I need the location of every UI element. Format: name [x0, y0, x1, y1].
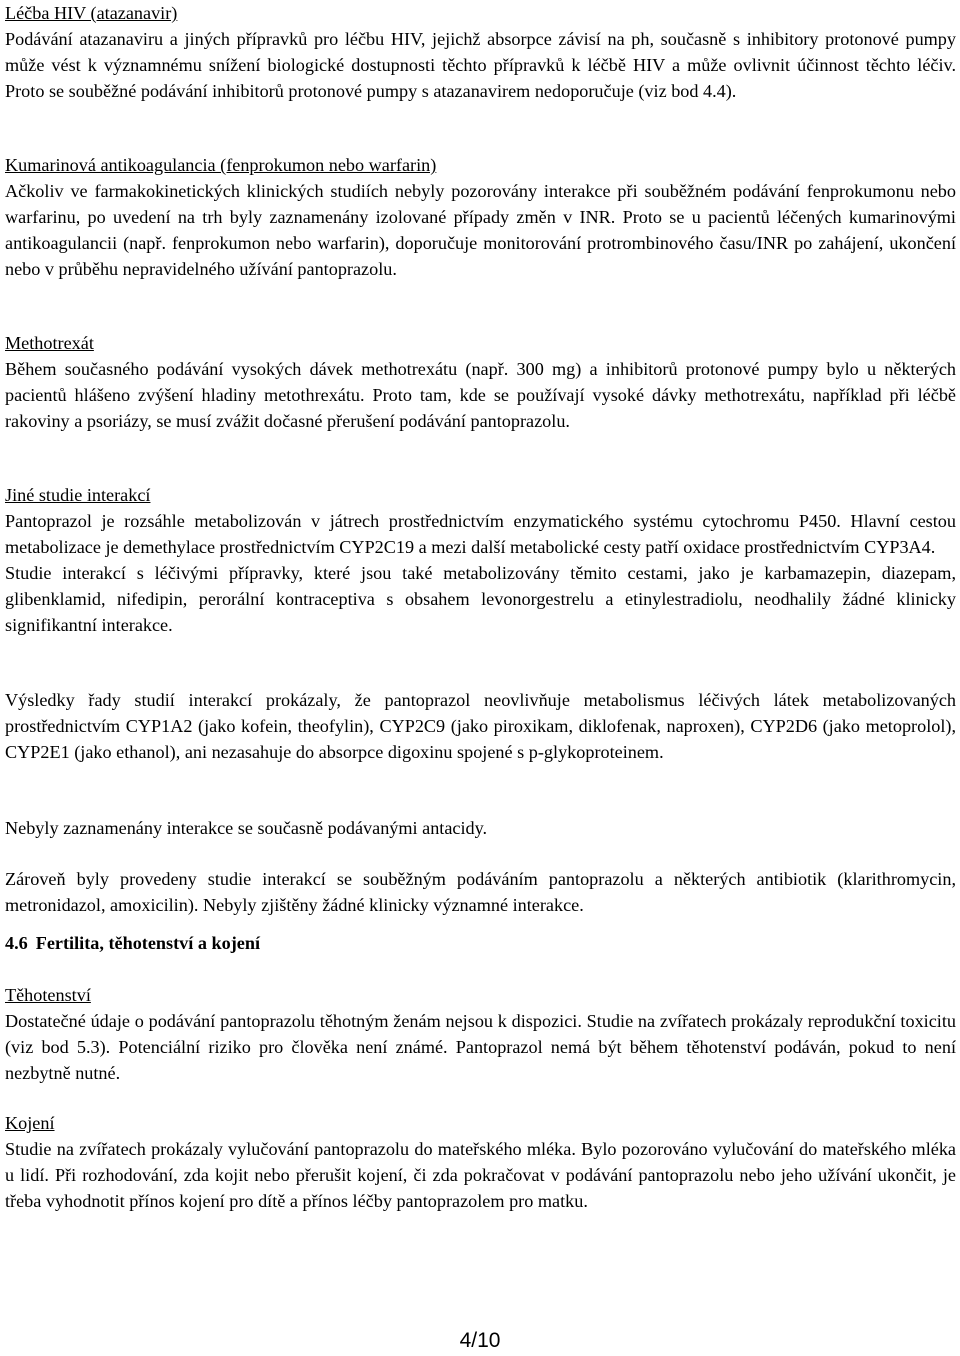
- paragraph-hiv: Podávání atazanaviru a jiných přípravků pro léčbu HIV, jejichž absorpce závisí na ph, současně s inhibitory protonové pumpy může vést k významnému snížení biologické dostupnosti těchto přípravků k léčbě HIV a může ovlivnit účinnost těchto léčiv. Proto se souběžné podávání inhibitorů protonové pumpy s atazanavirem nedoporučuje (viz bod 4.4).: [5, 29, 956, 101]
- paragraph-kojeni: Studie na zvířatech prokázaly vylučování pantoprazolu do mateřského mléka. Bylo pozorováno vylučování do mateřského mléka u lidí. Při rozhodování, zda kojit nebo přerušit kojení, či zda pokračovat v podávání pantoprazolu nebo jeho užívání ukončit, je třeba vyhodnotit přínos kojení pro dítě a přínos léčby pantoprazolem pro matku.: [5, 1139, 956, 1211]
- paragraph-jine-studie-1: Pantoprazol je rozsáhle metabolizován v játrech prostřednictvím enzymatického systému cytochromu P450. Hlavní cestou metabolizace je demethylace prostřednictvím CYP2C19 a mezi další metabolické cesty patří oxidace prostřednictvím CYP3A4.: [5, 511, 956, 557]
- section-methotrexat: [5, 330, 956, 434]
- paragraph-vysledky: Výsledky řady studií interakcí prokázaly, že pantoprazol neovlivňuje metabolismus léčivých látek metabolizovaných prostřednictvím CYP1A2 (jako kofein, theofylin), CYP2C9 (jako piroxikam, diklofenak, naproxen), CYP2D6 (jako metoprolol), CYP2E1 (jako ethanol), ani nezasahuje do absorpce digoxinu spojené s p-glykoproteinem.: [5, 690, 956, 762]
- section-tehotenstvi: [5, 982, 956, 1086]
- paragraph-methotrexat: Během současného podávání vysokých dávek methotrexátu (např. 300 mg) a inhibitorů protonové pumpy bylo u některých pacientů hlášeno zvýšení hladiny metothrexátu. Proto tam, kde se používají vysoké dávky methotrexátu, například při léčbě rakoviny a psoriázy, se musí zvážit dočasné přerušení podávání pantoprazolu.: [5, 359, 956, 431]
- section-kumarin: [5, 152, 956, 282]
- subheading-kojeni: Kojení: [5, 1113, 55, 1133]
- section-jine-studie: [5, 482, 956, 638]
- section-title-text: Fertilita, těhotenství a kojení: [35, 933, 261, 953]
- section-vysledky: [5, 687, 956, 765]
- section-number: 4.6: [5, 933, 28, 953]
- paragraph-antibiotika: Zároveň byly provedeny studie interakcí se souběžným podáváním pantoprazolu a některých antibiotik (klarithromycin, metronidazol, amoxicilin). Nebyly zjištěny žádné klinicky významné interakce.: [5, 869, 956, 915]
- subheading-hiv: Léčba HIV (atazanavir): [5, 3, 178, 23]
- subheading-tehotenstvi: Těhotenství: [5, 985, 91, 1005]
- section-kojeni: [5, 1110, 956, 1214]
- section-hiv: [5, 0, 956, 104]
- paragraph-tehotenstvi: Dostatečné údaje o podávání pantoprazolu těhotným ženám nejsou k dispozici. Studie na zvířatech prokázaly reprodukční toxicitu (viz bod 5.3). Potenciální riziko pro člověka není známé. Pantoprazol nemá být během těhotenství podáván, pokud to není nezbytně nutné.: [5, 1011, 956, 1083]
- paragraph-jine-studie-2: Studie interakcí s léčivými přípravky, které jsou také metabolizovány těmito cestami, jako je karbamazepin, diazepam, glibenklamid, nifedipin, perorální kontraceptiva s obsahem levonorgestrelu a etinylestradiolu, neodhalily žádné klinicky signifikantní interakce.: [5, 563, 956, 635]
- subheading-kumarin: Kumarinová antikoagulancia (fenprokumon nebo warfarin): [5, 155, 437, 175]
- paragraph-antacida: Nebyly zaznamenány interakce se současně podávanými antacidy.: [5, 818, 488, 838]
- subheading-methotrexat: Methotrexát: [5, 333, 94, 353]
- section-antibiotika: [5, 866, 956, 918]
- subheading-jine-studie: Jiné studie interakcí: [5, 485, 151, 505]
- paragraph-kumarin: Ačkoliv ve farmakokinetických klinických studiích nebyly pozorovány interakce při souběžném podávání fenprokumonu nebo warfarinu, po uvedení na trh byly zaznamenány izolované případy změn v INR. Proto se u pacientů léčených kumarinovými antikoagulancii (např. fenprokumon nebo warfarin), doporučuje monitorování protrombinového času/INR po zahájení, ukončení nebo v průběhu nepravidelného užívání pantoprazolu.: [5, 181, 956, 279]
- section-antacida: [5, 815, 956, 841]
- page-number: 4/10: [459, 1329, 501, 1352]
- section-heading-4-6: [5, 930, 260, 956]
